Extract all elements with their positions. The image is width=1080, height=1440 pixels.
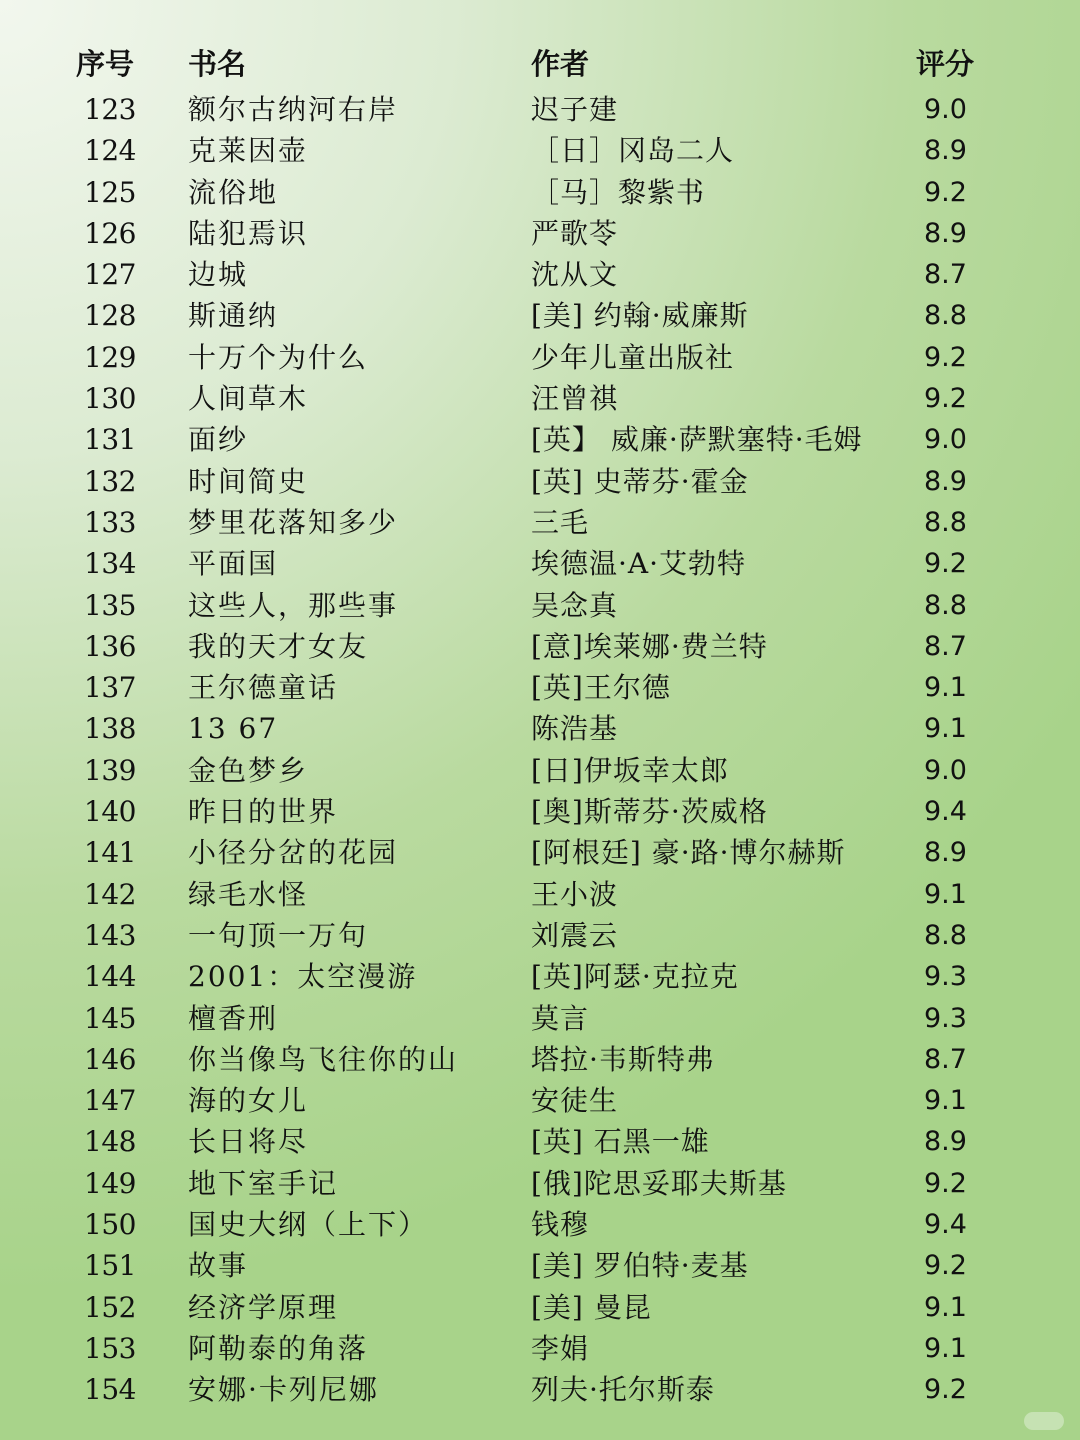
book-score: 8.7: [924, 259, 967, 291]
book-number: 127: [84, 258, 136, 292]
book-author: [俄]陀思妥耶夫斯基: [531, 1166, 787, 1200]
book-title: 王尔德童话: [188, 671, 339, 705]
book-author: 陈浩基: [531, 712, 619, 746]
book-score: 9.4: [924, 796, 967, 828]
book-score: 9.2: [924, 176, 967, 208]
book-title: 经济学原理: [188, 1290, 339, 1324]
book-score: 9.1: [924, 713, 967, 745]
book-number: 133: [84, 505, 136, 539]
book-title: 面纱: [188, 423, 249, 457]
book-title: 阿勒泰的角落: [188, 1331, 369, 1365]
book-number: 142: [84, 877, 136, 911]
book-score: 8.9: [924, 465, 967, 497]
book-author: [奥]斯蒂芬·茨威格: [531, 795, 768, 829]
book-score: 9.1: [924, 1291, 967, 1323]
book-title: 陆犯焉识: [188, 216, 309, 250]
book-score: 9.2: [924, 1374, 967, 1406]
book-number: 126: [84, 216, 136, 250]
book-number: 149: [84, 1166, 136, 1200]
book-score: 9.2: [924, 341, 967, 373]
book-score: 9.2: [924, 383, 967, 415]
book-score: 9.3: [924, 1002, 967, 1034]
book-score: 8.7: [924, 1043, 967, 1075]
table-row: [0, 254, 1080, 295]
book-number: 135: [84, 588, 136, 622]
book-score: 8.9: [924, 217, 967, 249]
book-title: 边城: [188, 258, 249, 292]
book-number: 130: [84, 382, 136, 416]
table-row: [0, 295, 1080, 336]
book-author: 沈从文: [531, 258, 619, 292]
book-author: 三毛: [531, 505, 590, 539]
book-author: [意]埃莱娜·费兰特: [531, 629, 768, 663]
table-row: [0, 1287, 1080, 1328]
book-title: 13 67: [188, 712, 279, 746]
header-author: 作者: [531, 47, 590, 81]
book-number: 140: [84, 795, 136, 829]
book-score: 8.9: [924, 135, 967, 167]
table-row: [0, 378, 1080, 419]
book-title: 克莱因壶: [188, 134, 309, 168]
book-title: 金色梦乡: [188, 753, 309, 787]
book-author: [日]伊坂幸太郎: [531, 753, 729, 787]
book-score: 8.9: [924, 837, 967, 869]
book-author: 列夫·托尔斯泰: [531, 1373, 715, 1407]
book-number: 134: [84, 547, 136, 581]
book-score: 9.0: [924, 94, 967, 125]
table-row: [0, 1245, 1080, 1286]
book-number: 150: [84, 1208, 136, 1242]
book-number: 144: [84, 960, 136, 994]
table-row: [0, 1121, 1080, 1162]
book-author: ［马］黎紫书: [531, 175, 706, 209]
book-author: [英] 石黑一雄: [531, 1125, 710, 1159]
book-title: 绿毛水怪: [188, 877, 309, 911]
book-score: 9.1: [924, 672, 967, 704]
table-row: [0, 626, 1080, 667]
book-title: 时间简史: [188, 464, 309, 498]
book-author: 汪曾祺: [531, 382, 619, 416]
table-row: [0, 89, 1080, 130]
table-row: [0, 130, 1080, 171]
book-number: 137: [84, 671, 136, 705]
book-score: 8.8: [924, 919, 967, 951]
book-score: 9.3: [924, 961, 967, 993]
book-title: 流俗地: [188, 175, 279, 209]
book-title: 这些人，那些事: [188, 588, 399, 622]
table-row: [0, 419, 1080, 460]
book-number: 139: [84, 753, 136, 787]
book-score: 8.9: [924, 1126, 967, 1158]
watermark-badge: [1024, 1412, 1064, 1430]
book-title: 人间草木: [188, 382, 309, 416]
book-score: 9.1: [924, 878, 967, 910]
book-author: 莫言: [531, 1001, 590, 1035]
book-number: 124: [84, 134, 136, 168]
book-number: 154: [84, 1373, 136, 1407]
book-author: 吴念真: [531, 588, 619, 622]
book-number: 136: [84, 629, 136, 663]
table-row: [0, 956, 1080, 997]
header-title: 书名: [188, 47, 247, 81]
table-row: [0, 502, 1080, 543]
book-score: 9.2: [924, 1250, 967, 1282]
header-score: 评分: [916, 47, 975, 81]
book-score: 8.7: [924, 630, 967, 662]
book-number: 141: [84, 836, 136, 870]
book-title: 2001：太空漫游: [188, 960, 418, 994]
book-number: 145: [84, 1001, 136, 1035]
table-row: [0, 1204, 1080, 1245]
table-row: [0, 461, 1080, 502]
book-title: 十万个为什么: [188, 340, 369, 374]
table-row: [0, 874, 1080, 915]
book-author: ［日］冈岛二人: [531, 134, 735, 168]
book-number: 131: [84, 423, 136, 457]
book-number: 147: [84, 1084, 136, 1118]
table-row: [0, 337, 1080, 378]
book-title: 平面国: [188, 547, 279, 581]
book-author: 埃德温·A·艾勃特: [531, 547, 747, 581]
table-row: [0, 1328, 1080, 1369]
book-author: 刘震云: [531, 918, 619, 952]
table-row: [0, 1039, 1080, 1080]
table-row: [0, 667, 1080, 708]
book-author: 安徒生: [531, 1084, 619, 1118]
book-number: 146: [84, 1042, 136, 1076]
book-title: 我的天才女友: [188, 629, 369, 663]
table-row: [0, 791, 1080, 832]
table-row: [0, 708, 1080, 749]
table-row: [0, 750, 1080, 791]
book-score: 8.8: [924, 506, 967, 538]
book-title: 额尔古纳河右岸: [188, 93, 399, 126]
header-number: 序号: [76, 47, 135, 81]
book-author: [美] 罗伯特·麦基: [531, 1249, 749, 1283]
book-author: 迟子建: [531, 93, 619, 126]
book-title: 安娜·卡列尼娜: [188, 1373, 379, 1407]
book-score: 8.8: [924, 589, 967, 621]
book-author: [阿根廷] 豪·路·博尔赫斯: [531, 836, 846, 870]
book-author: [美] 约翰·威廉斯: [531, 299, 749, 333]
book-title: 长日将尽: [188, 1125, 309, 1159]
book-author: [英]王尔德: [531, 671, 671, 705]
book-score: 9.1: [924, 1332, 967, 1364]
table-row: [0, 543, 1080, 584]
book-number: 153: [84, 1331, 136, 1365]
book-number: 132: [84, 464, 136, 498]
book-number: 129: [84, 340, 136, 374]
table-row: [0, 1080, 1080, 1121]
book-table-body: [0, 89, 1080, 1411]
book-number: 128: [84, 299, 136, 333]
book-title: 故事: [188, 1249, 249, 1283]
book-score: 9.0: [924, 424, 967, 456]
book-title: 梦里花落知多少: [188, 505, 399, 539]
book-number: 125: [84, 175, 136, 209]
book-score: 9.2: [924, 548, 967, 580]
table-row: [0, 585, 1080, 626]
book-author: 王小波: [531, 877, 619, 911]
book-score: 9.4: [924, 1209, 967, 1241]
table-row: [0, 832, 1080, 873]
book-title: 昨日的世界: [188, 795, 339, 829]
book-title: 你当像鸟飞往你的山: [188, 1042, 459, 1076]
book-title: 一句顶一万句: [188, 918, 369, 952]
book-author: 少年儿童出版社: [531, 340, 735, 374]
table-header: [0, 40, 1080, 88]
book-title: 小径分岔的花园: [188, 836, 399, 870]
book-number: 152: [84, 1290, 136, 1324]
book-title: 檀香刑: [188, 1001, 279, 1035]
book-score: 9.1: [924, 1085, 967, 1117]
table-row: [0, 998, 1080, 1039]
book-author: 李娟: [531, 1331, 590, 1365]
book-number: 138: [84, 712, 136, 746]
book-score: 8.8: [924, 300, 967, 332]
table-row: [0, 915, 1080, 956]
table-row: [0, 172, 1080, 213]
table-row: [0, 1369, 1080, 1410]
book-author: [美] 曼昆: [531, 1290, 652, 1324]
book-author: [英】 威廉·萨默塞特·毛姆: [531, 423, 863, 457]
book-number: 148: [84, 1125, 136, 1159]
book-title: 海的女儿: [188, 1084, 309, 1118]
book-score: 9.2: [924, 1167, 967, 1199]
book-author: [英] 史蒂芬·霍金: [531, 464, 749, 498]
table-row: [0, 213, 1080, 254]
book-score: 9.0: [924, 754, 967, 786]
book-author: 严歌苓: [531, 216, 619, 250]
book-title: 斯通纳: [188, 299, 279, 333]
book-author: 钱穆: [531, 1208, 590, 1242]
table-row: [0, 1163, 1080, 1204]
book-number: 143: [84, 918, 136, 952]
book-author: [英]阿瑟·克拉克: [531, 960, 739, 994]
book-number: 123: [84, 93, 136, 126]
book-title: 国史大纲（上下）: [188, 1208, 429, 1242]
book-title: 地下室手记: [188, 1166, 339, 1200]
book-number: 151: [84, 1249, 136, 1283]
book-author: 塔拉·韦斯特弗: [531, 1042, 715, 1076]
